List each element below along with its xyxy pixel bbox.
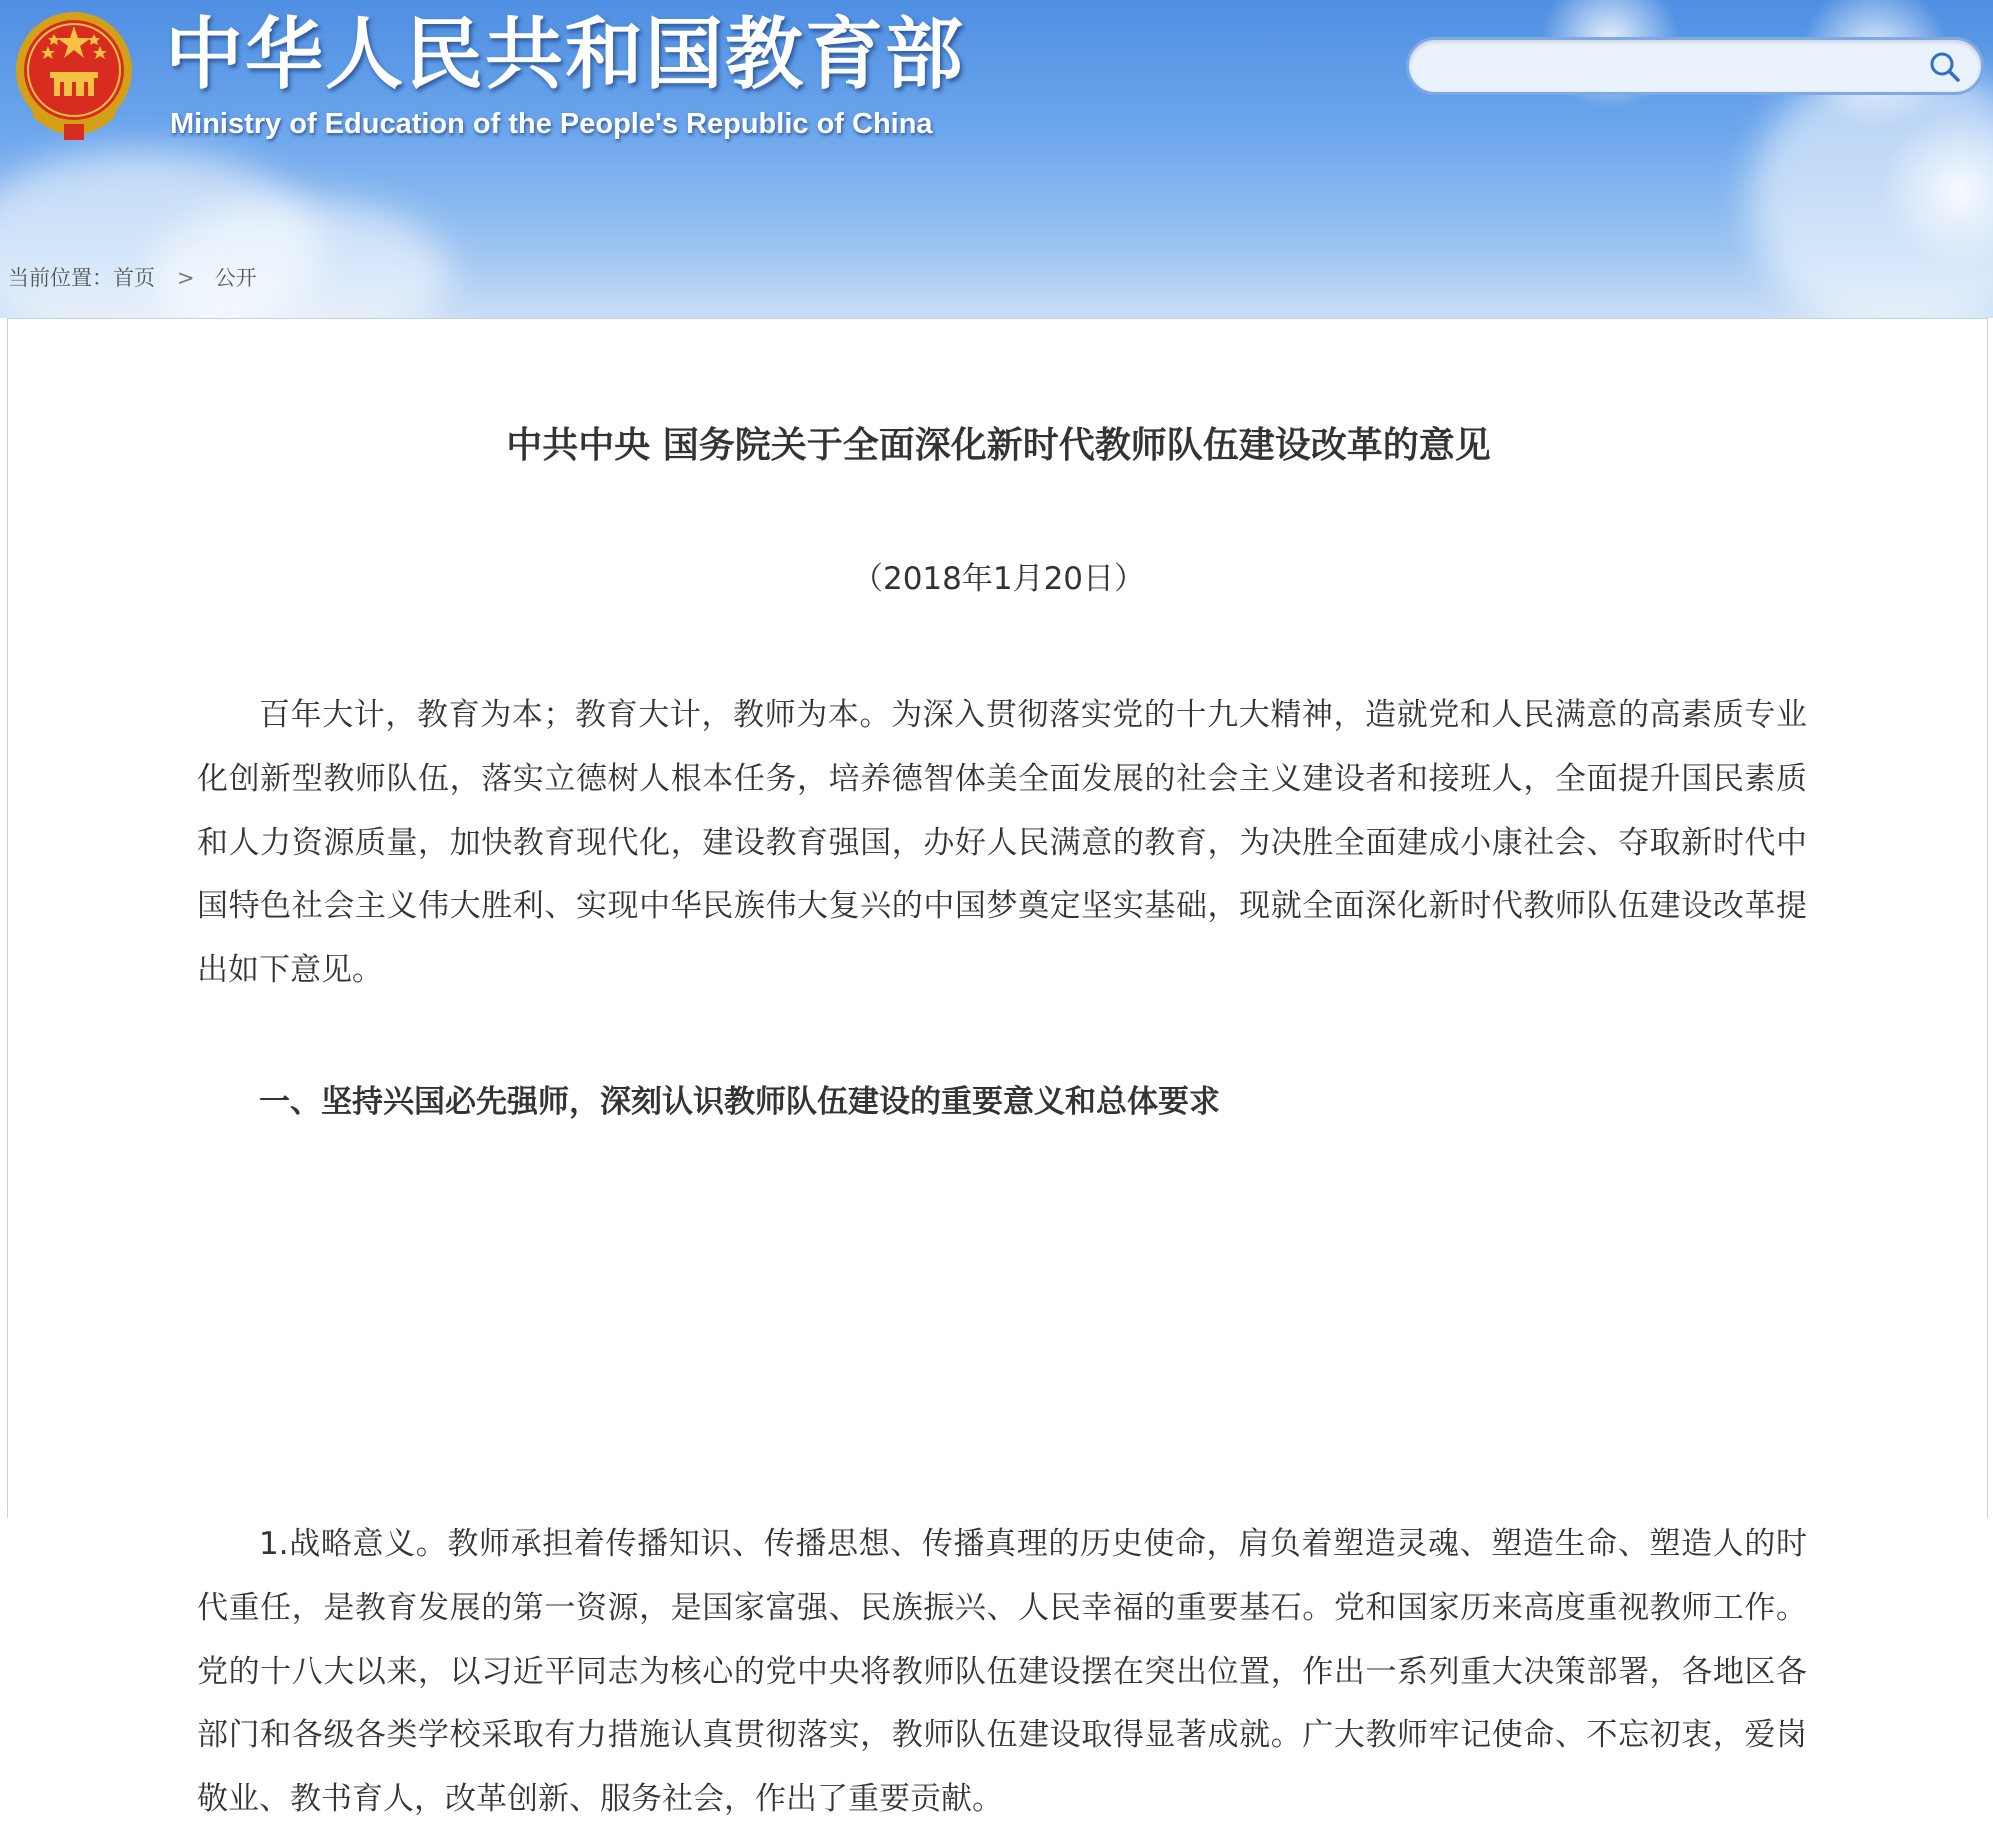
breadcrumb-prefix: 当前位置： <box>8 266 113 290</box>
search-icon[interactable] <box>1927 49 1963 85</box>
article-paragraph: 百年大计，教育为本；教育大计，教师为本。为深入贯彻落实党的十九大精神，造就党和人民满意的高素质专业化创新型教师队伍，落实立德树人根本任务，培养德智体美全面发展的社会主义建设者和接班人，全面提升国民素质和人力资源质量，加快教育现代化，建设教育强国，办好人民满意的教育，为决胜全面建成小康社会、夺取新时代中国特色社会主义伟大胜利、实现中华民族伟大复兴的中国梦奠定坚实基础，现就全面深化新时代教师队伍建设改革提出如下意见。 <box>197 697 1807 989</box>
breadcrumb <box>8 262 257 294</box>
section-heading: 一、坚持兴国必先强师，深刻认识教师队伍建设的重要意义和总体要求 <box>259 1084 1220 1120</box>
article-title: 中共中央 国务院关于全面深化新时代教师队伍建设改革的意见 <box>506 425 1491 466</box>
national-emblem-icon[interactable] <box>10 6 138 146</box>
search-input[interactable] <box>1433 50 1897 84</box>
article-container <box>7 318 1988 1818</box>
breadcrumb-current-link[interactable]: 公开 <box>214 266 257 290</box>
article-date: （2018年1月20日） <box>851 561 1146 597</box>
site-title-en: Ministry of Education of the People's Republic of China <box>170 108 933 140</box>
breadcrumb-home-link[interactable]: 首页 <box>113 266 155 290</box>
search-bar <box>1406 37 1984 95</box>
site-title-cn[interactable]: 中华人民共和国教育部 <box>165 10 966 100</box>
article-paragraph: 1.战略意义。教师承担着传播知识、传播思想、传播真理的历史使命，肩负着塑造灵魂、塑造生命、塑造人的时代重任，是教育发展的第一资源，是国家富强、民族振兴、人民幸福的重要基石。党和国家历来高度重视教师工作。党的十八大以来，以习近平同志为核心的党中央将教师队伍建设摆在突出位置，作出一系列重大决策部署，各地区各部门和各级各类学校采取有力措施认真贯彻落实，教师队伍建设取得显著成就。广大教师牢记使命、不忘初衷，爱岗敬业、教书育人，改革创新、服务社会，作出了重要贡献。 <box>197 1526 1807 1818</box>
site-header <box>0 0 1993 318</box>
chevron-right-icon: > <box>177 266 195 290</box>
